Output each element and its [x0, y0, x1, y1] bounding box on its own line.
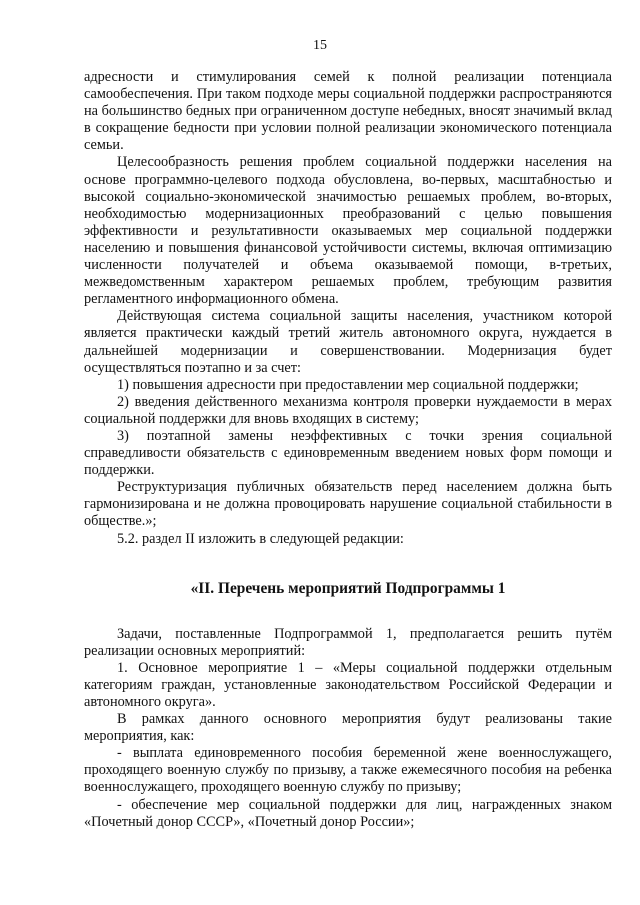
paragraph: Реструктуризация публичных обязательств перед населением должна быть гармонизирована и не должна провоцировать нарушение социальной стабильности в обществе.»;	[84, 479, 612, 530]
paragraph: 5.2. раздел II изложить в следующей редакции:	[117, 530, 404, 547]
list-item: 2) введения действенного механизма контроля проверки нуждаемости в мерах социальной поддержки для вновь входящих в систему;	[84, 393, 612, 427]
list-item: - обеспечение мер социальной поддержки для лиц, награжденных знаком «Почетный донор СССР», «Почетный донор России»;	[84, 796, 612, 830]
list-item: - выплата единовременного пособия беременной жене военнослужащего, проходящего военную службу по призыву, а также ежемесячного пособия на ребенка военнослужащего, проходящего военную службу по призыву;	[84, 745, 612, 796]
paragraph: Задачи, поставленные Подпрограммой 1, предполагается решить путём реализации основных мероприятий:	[84, 625, 612, 659]
list-item: 1. Основное мероприятие 1 – «Меры социальной поддержки отдельным категориям граждан, установленные законодательством Российской Федерации и автономного округа».	[84, 659, 612, 710]
paragraph: адресности и стимулирования семей к полной реализации потенциала самообеспечения. При таком подходе меры социальной поддержки распространяются на большинство бедных при ограниченном доступе небедных, вносят значимый вклад в сокращение бедности при условии полной реализации экономического потенциала семьи.	[84, 69, 612, 154]
page-number: 15	[313, 38, 327, 53]
paragraph: Действующая система социальной защиты населения, участником которой является практически каждый третий житель автономного округа, нуждается в дальнейшей модернизации и совершенствовании. Модернизация будет осуществляться поэтапно и за счет:	[84, 308, 612, 376]
document-body	[84, 69, 612, 831]
paragraph: Целесообразность решения проблем социальной поддержки населения на основе программно-целевого подхода обусловлена, во-первых, масштабностью и высокой социально-экономической значимостью решаемых проблем, во-вторых, необходимостью модернизационных преобразований с целью повышения эффективности и результативности оказываемых мер социальной поддержки населению и повышения финансовой устойчивости системы, включая оптимизацию численности получателей и объема оказываемой помощи, в-третьих, межведомственным характером решаемых проблем, требующим развития регламентного информационного обмена.	[84, 154, 612, 308]
list-item: 1) повышения адресности при предоставлении мер социальной поддержки;	[117, 376, 579, 393]
list-item: 3) поэтапной замены неэффективных с точки зрения социальной справедливости обязательств с единовременным введением новых форм помощи и поддержки.	[84, 427, 612, 479]
section-heading: «II. Перечень мероприятий Подпрограммы 1	[190, 579, 506, 597]
paragraph: В рамках данного основного мероприятия будут реализованы такие мероприятия, как:	[84, 711, 612, 745]
